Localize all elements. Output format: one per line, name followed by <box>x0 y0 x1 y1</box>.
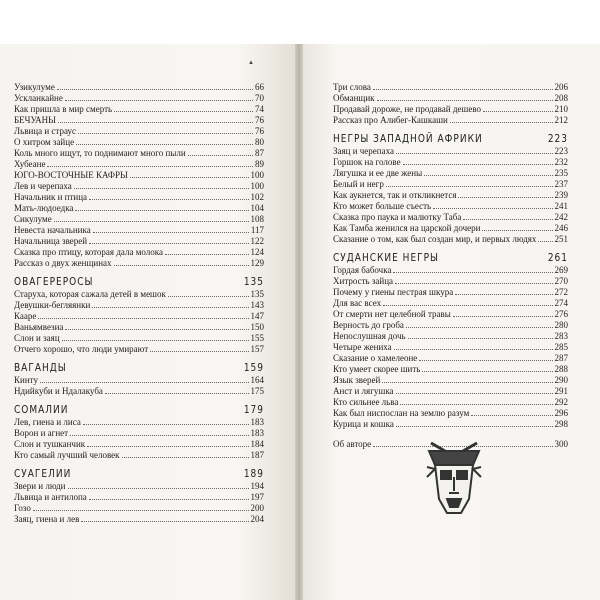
toc-entry <box>14 386 264 397</box>
toc-page-number: 135 <box>243 277 264 289</box>
toc-title: ОВАГЕРЕРОСЫ <box>14 277 94 289</box>
toc-leader <box>406 320 553 328</box>
toc-leader <box>419 353 552 361</box>
toc-title: Хубеане <box>14 159 46 169</box>
toc-page-number: 157 <box>250 344 264 354</box>
toc-leader <box>73 469 241 477</box>
toc-leader <box>471 408 552 416</box>
toc-page-number: 194 <box>250 481 264 491</box>
toc-leader <box>386 179 553 187</box>
toc-page-number: 300 <box>554 439 568 449</box>
toc-title: Заяц и черепаха <box>333 146 394 156</box>
toc-leader <box>105 386 249 394</box>
toc-leader <box>122 450 249 458</box>
toc-entry <box>333 201 568 212</box>
toc-title: Заяц, гиена и лев <box>14 514 80 524</box>
toc-entry <box>333 331 568 342</box>
toc-title: Коль много ищут, то поднимают много пыли <box>14 148 186 158</box>
toc-title: Начальник и птица <box>14 192 88 202</box>
toc-title: Сказание о хамелеоне <box>333 353 418 363</box>
toc-title: Сказание о том, как был создан мир, и первых людях <box>333 234 537 244</box>
toc-entry <box>14 159 264 170</box>
toc-page-number: 298 <box>554 419 568 429</box>
toc-leader <box>433 201 552 209</box>
toc-title: СОМАЛИИ <box>14 405 69 417</box>
toc-leader <box>58 115 253 123</box>
toc-title: Белый и негр <box>333 179 384 189</box>
toc-title: Сикулуме <box>14 214 52 224</box>
toc-leader <box>83 417 249 425</box>
toc-leader <box>395 276 552 284</box>
toc-entry <box>14 289 264 300</box>
toc-leader <box>485 134 546 142</box>
right-toc <box>333 82 568 450</box>
toc-leader <box>54 214 249 222</box>
toc-page-number: 104 <box>250 203 264 213</box>
toc-leader <box>383 298 552 306</box>
toc-leader <box>396 419 553 427</box>
toc-title: Как Тамба женился на царской дочери <box>333 223 481 233</box>
toc-page-number: 117 <box>250 225 264 235</box>
toc-entry <box>14 203 264 214</box>
toc-entry <box>333 179 568 190</box>
toc-page-number: 283 <box>554 331 568 341</box>
toc-title: Рассказ про Алибег-Кашкаши <box>333 115 448 125</box>
toc-leader <box>450 115 553 123</box>
toc-page-number: 102 <box>250 192 264 202</box>
toc-leader <box>81 514 248 522</box>
toc-page-number: 155 <box>250 333 264 343</box>
toc-page-number: 108 <box>250 214 264 224</box>
toc-page-number: 66 <box>255 82 264 92</box>
toc-title: СУДАНСКИЕ НЕГРЫ <box>333 253 439 265</box>
toc-entry <box>14 492 264 503</box>
toc-page-number: 80 <box>255 137 264 147</box>
toc-title: Четыре жениха <box>333 342 392 352</box>
toc-title: Верность до гроба <box>333 320 404 330</box>
toc-title: Обманщик <box>333 93 375 103</box>
toc-leader <box>70 428 248 436</box>
toc-title: Ваньямвезиа <box>14 322 64 332</box>
toc-title: ЮГО-ВОСТОЧНЫЕ КАФРЫ <box>14 170 128 180</box>
toc-leader <box>165 247 248 255</box>
toc-entry <box>333 146 568 157</box>
toc-page-number: 189 <box>243 469 264 481</box>
toc-entry <box>14 375 264 386</box>
toc-page-number: 232 <box>554 157 568 167</box>
toc-entry <box>14 514 264 525</box>
toc-title: Лягушка и ее две жены <box>333 168 423 178</box>
toc-leader <box>114 104 253 112</box>
toc-leader <box>75 203 248 211</box>
toc-title: ВАГАНДЫ <box>14 363 67 375</box>
toc-page-number: 272 <box>554 287 568 297</box>
toc-page-number: 206 <box>554 82 568 92</box>
toc-entry <box>333 375 568 386</box>
toc-page-number: 235 <box>554 168 568 178</box>
toc-title: Ускланкайне <box>14 93 63 103</box>
toc-page-number: 74 <box>255 104 264 114</box>
toc-section-heading <box>333 134 568 147</box>
toc-leader <box>393 265 552 273</box>
toc-page-number: 242 <box>554 212 568 222</box>
toc-entry <box>14 170 264 181</box>
toc-leader <box>396 386 553 394</box>
toc-leader <box>455 287 552 295</box>
toc-title: Курица и кошка <box>333 419 394 429</box>
toc-title: Слон и тушканчик <box>14 439 86 449</box>
toc-title: Горшок на голове <box>333 157 401 167</box>
toc-leader <box>68 481 249 489</box>
toc-page-number: 251 <box>554 234 568 244</box>
toc-entry <box>333 93 568 104</box>
toc-page-number: 276 <box>554 309 568 319</box>
toc-leader <box>483 104 552 112</box>
toc-leader <box>95 277 241 285</box>
toc-page-number: 135 <box>250 289 264 299</box>
toc-page-number: 100 <box>250 170 264 180</box>
toc-title: Как пришла в мир смерть <box>14 104 113 114</box>
toc-title: Язык зверей <box>333 375 381 385</box>
toc-title: От смерти нет целебной травы <box>333 309 451 319</box>
toc-title: НЕГРЫ ЗАПАДНОЙ АФРИКИ <box>333 134 483 146</box>
toc-leader <box>463 212 552 220</box>
toc-section-heading <box>14 405 264 418</box>
toc-leader <box>92 300 248 308</box>
toc-entry <box>333 309 568 320</box>
toc-leader <box>38 311 248 319</box>
toc-leader <box>87 439 248 447</box>
toc-entry <box>333 168 568 179</box>
left-toc <box>14 82 264 525</box>
toc-entry <box>333 320 568 331</box>
toc-entry <box>14 311 264 322</box>
toc-page-number: 183 <box>250 417 264 427</box>
toc-page-number: 87 <box>255 148 264 158</box>
toc-page-number: 124 <box>250 247 264 257</box>
toc-page-number: 290 <box>554 375 568 385</box>
toc-title: Старуха, которая сажала детей в мешок <box>14 289 166 299</box>
toc-entry <box>333 276 568 287</box>
toc-title: Хитрость зайца <box>333 276 394 286</box>
toc-page-number: 288 <box>554 364 568 374</box>
toc-leader <box>396 146 553 154</box>
toc-leader <box>188 148 253 156</box>
toc-title: Львица и антилопа <box>14 492 87 502</box>
toc-entry <box>333 364 568 375</box>
toc-entry <box>14 300 264 311</box>
toc-page-number: 159 <box>243 363 264 375</box>
toc-page-number: 197 <box>250 492 264 502</box>
toc-page-number: 269 <box>554 265 568 275</box>
toc-entry <box>333 82 568 93</box>
toc-title: Лев, гиена и лиса <box>14 417 81 427</box>
toc-leader <box>150 344 248 352</box>
toc-entry <box>14 428 264 439</box>
toc-title: Три слова <box>333 82 371 92</box>
toc-leader <box>89 236 248 244</box>
toc-page-number: 287 <box>554 353 568 363</box>
toc-title: О хитром зайце <box>14 137 75 147</box>
toc-title: Об авторе <box>333 439 372 449</box>
toc-page-number: 164 <box>250 375 264 385</box>
toc-leader <box>89 192 248 200</box>
toc-leader <box>65 93 253 101</box>
toc-leader <box>65 322 248 330</box>
toc-leader <box>382 375 552 383</box>
toc-page-number: 129 <box>250 258 264 268</box>
toc-title: Сказка про паука и малютку Таба <box>333 212 462 222</box>
toc-entry <box>14 503 264 514</box>
toc-leader <box>130 170 249 178</box>
toc-leader <box>93 225 249 233</box>
toc-entry <box>14 82 264 93</box>
toc-leader <box>408 331 553 339</box>
toc-leader <box>424 168 552 176</box>
toc-title: Для вас всех <box>333 298 382 308</box>
toc-entry <box>14 322 264 333</box>
toc-page-number: 76 <box>255 115 264 125</box>
toc-page-number: 122 <box>250 236 264 246</box>
toc-page-number: 261 <box>547 253 568 265</box>
toc-page-number: 296 <box>554 408 568 418</box>
toc-title: СУАГЕЛИИ <box>14 469 72 481</box>
toc-title: Как был ниспослан на землю разум <box>333 408 470 418</box>
toc-entry <box>333 223 568 234</box>
toc-leader <box>394 342 553 350</box>
toc-leader <box>57 82 253 90</box>
toc-leader <box>47 159 253 167</box>
toc-section-heading <box>14 363 264 376</box>
toc-leader <box>453 309 553 317</box>
toc-leader <box>373 82 553 90</box>
toc-page-number: 208 <box>554 93 568 103</box>
toc-title: Невеста начальника <box>14 225 91 235</box>
toc-entry <box>333 419 568 430</box>
toc-leader <box>422 364 552 372</box>
toc-entry <box>14 115 264 126</box>
toc-page-number: 147 <box>250 311 264 321</box>
toc-entry <box>14 344 264 355</box>
toc-leader <box>403 157 553 165</box>
toc-title: Гордая бабочка <box>333 265 392 275</box>
toc-entry <box>333 115 568 126</box>
toc-section-heading <box>14 469 264 482</box>
toc-page-number: 285 <box>554 342 568 352</box>
toc-title: Мать-людоедка <box>14 203 74 213</box>
toc-entry <box>14 417 264 428</box>
toc-title: Узикулуме <box>14 82 55 92</box>
toc-title: Звери и люди <box>14 481 66 491</box>
toc-title: Как аукнется, так и откликнется <box>333 190 457 200</box>
toc-title: Львица и страус <box>14 126 76 136</box>
toc-leader <box>62 333 249 341</box>
toc-title: Ндийкуби и Ндалакуба <box>14 386 103 396</box>
toc-entry <box>14 137 264 148</box>
toc-page-number: 89 <box>255 159 264 169</box>
toc-page-number: 143 <box>250 300 264 310</box>
toc-page-number: 175 <box>250 386 264 396</box>
toc-page-number: 280 <box>554 320 568 330</box>
toc-page-number: 204 <box>250 514 264 524</box>
toc-leader <box>33 503 249 511</box>
toc-leader <box>71 405 242 413</box>
toc-page-number: 223 <box>554 146 568 156</box>
toc-page-number: 187 <box>250 450 264 460</box>
toc-title: Лев и черепаха <box>14 181 72 191</box>
toc-entry <box>14 214 264 225</box>
toc-entry <box>14 258 264 269</box>
toc-page-number: 239 <box>554 190 568 200</box>
toc-title: Непослушная дочь <box>333 331 406 341</box>
toc-title: Кто может больше съесть <box>333 201 432 211</box>
toc-entry <box>333 265 568 276</box>
toc-entry <box>14 247 264 258</box>
toc-page-number: 76 <box>255 126 264 136</box>
toc-page-number: 184 <box>250 439 264 449</box>
toc-leader <box>89 492 249 500</box>
toc-page-number: 179 <box>243 405 264 417</box>
toc-page-number: 291 <box>554 386 568 396</box>
toc-page-number: 210 <box>554 104 568 114</box>
toc-leader <box>458 190 552 198</box>
toc-page-number: 241 <box>554 201 568 211</box>
toc-entry <box>333 234 568 245</box>
toc-entry <box>333 287 568 298</box>
toc-title: Слон и заяц <box>14 333 60 343</box>
toc-entry <box>333 104 568 115</box>
toc-title: Кааре <box>14 311 37 321</box>
toc-leader <box>482 223 552 231</box>
toc-entry <box>333 342 568 353</box>
toc-title: Почему у гиены пестрая шкура <box>333 287 454 297</box>
toc-entry <box>333 157 568 168</box>
toc-page-number: 212 <box>554 115 568 125</box>
toc-page-number: 274 <box>554 298 568 308</box>
toc-entry <box>333 353 568 364</box>
toc-title: Начальница зверей <box>14 236 88 246</box>
toc-page-number: 223 <box>547 134 568 146</box>
toc-title: Кинту <box>14 375 38 385</box>
toc-entry <box>333 397 568 408</box>
toc-page-number: 200 <box>250 503 264 513</box>
toc-entry <box>14 236 264 247</box>
toc-entry <box>333 212 568 223</box>
toc-entry <box>14 181 264 192</box>
toc-page-number: 70 <box>255 93 264 103</box>
toc-entry <box>14 225 264 236</box>
toc-title: Девушки-бегляянки <box>14 300 91 310</box>
toc-section-heading <box>14 277 264 290</box>
toc-entry <box>14 439 264 450</box>
toc-leader <box>40 375 249 383</box>
toc-title: БЕЧУАНЫ <box>14 115 57 125</box>
toc-leader <box>400 397 552 405</box>
page-mark: ▲ <box>248 60 254 66</box>
toc-section-heading <box>333 253 568 266</box>
toc-entry <box>14 481 264 492</box>
toc-leader <box>69 363 242 371</box>
toc-entry <box>14 104 264 115</box>
toc-title: Кто умеет скорее шить <box>333 364 421 374</box>
toc-leader <box>377 93 553 101</box>
book-gutter <box>295 44 303 600</box>
toc-entry <box>333 408 568 419</box>
toc-title: Анст и лягушка <box>333 386 394 396</box>
toc-entry <box>333 298 568 309</box>
toc-title: Рассказ о двух женщинах <box>14 258 112 268</box>
toc-entry <box>14 450 264 461</box>
toc-page-number: 270 <box>554 276 568 286</box>
toc-entry <box>14 93 264 104</box>
toc-leader <box>114 258 249 266</box>
toc-title: Отчего хорошо, что люди умирают <box>14 344 149 354</box>
toc-page-number: 100 <box>250 181 264 191</box>
toc-title: Продавай дороже, не продавай дешево <box>333 104 482 114</box>
toc-leader <box>74 181 249 189</box>
toc-page-number: 246 <box>554 223 568 233</box>
toc-entry <box>333 386 568 397</box>
toc-title: Сказка про птицу, которая дала молока <box>14 247 164 257</box>
toc-leader <box>78 126 253 134</box>
toc-leader <box>538 234 552 242</box>
toc-title: Гозо <box>14 503 31 513</box>
toc-entry <box>14 333 264 344</box>
toc-title: Кто сильнее льва <box>333 397 399 407</box>
toc-page-number: 150 <box>250 322 264 332</box>
toc-title: Ворон и агнет <box>14 428 69 438</box>
toc-entry <box>14 148 264 159</box>
toc-leader <box>441 253 546 261</box>
background <box>0 0 600 44</box>
toc-page-number: 292 <box>554 397 568 407</box>
toc-leader <box>76 137 253 145</box>
toc-leader <box>168 289 249 297</box>
toc-page-number: 237 <box>554 179 568 189</box>
toc-entry <box>14 126 264 137</box>
toc-page-number: 183 <box>250 428 264 438</box>
toc-entry <box>333 190 568 201</box>
toc-title: Кто самый лучший человек <box>14 450 120 460</box>
toc-entry <box>14 192 264 203</box>
african-mask-icon <box>425 437 483 517</box>
